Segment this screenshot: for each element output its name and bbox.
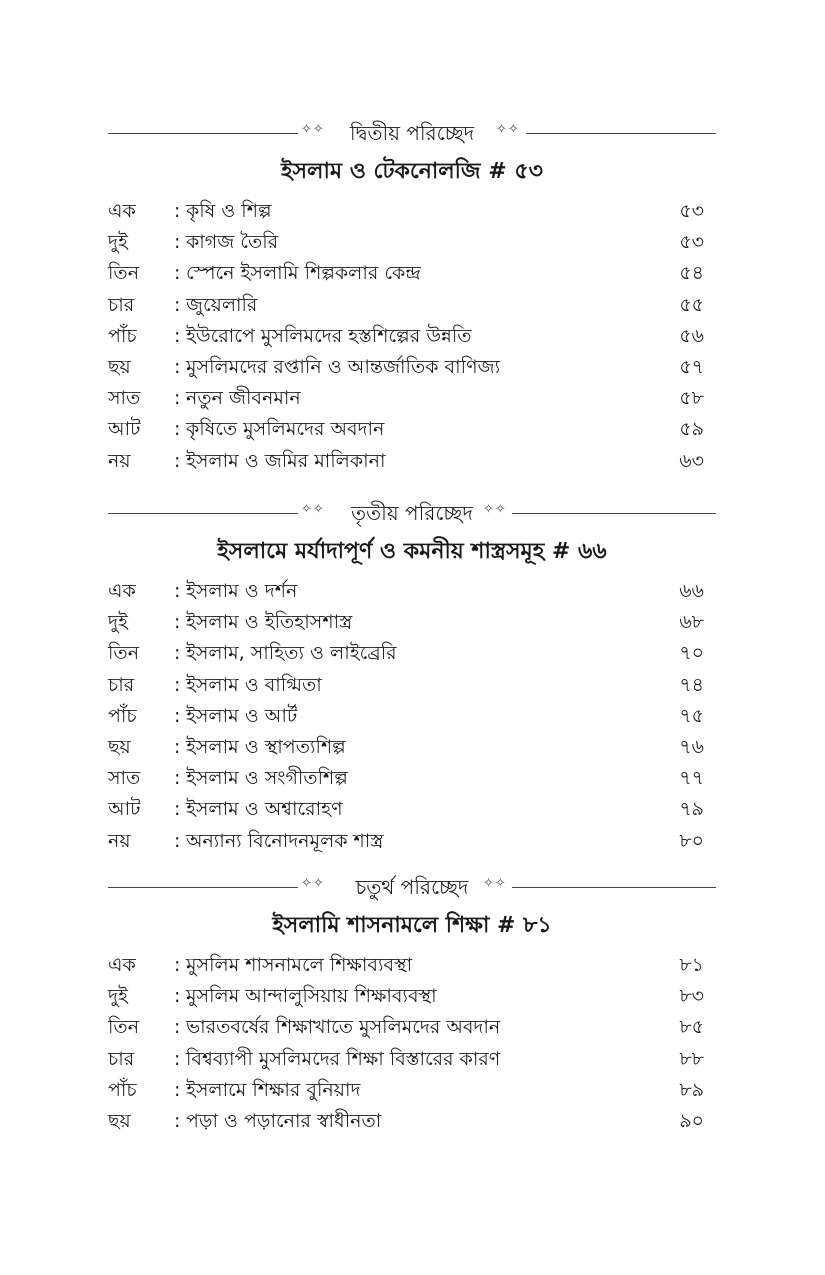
entry-page: ৮৮ — [679, 1047, 704, 1070]
ornament-icon: ✧✧ — [301, 502, 325, 517]
list-item[interactable] — [108, 794, 716, 825]
entry-title: ইসলাম ও জমির মালিকানা — [186, 449, 386, 472]
entry-number: ছয় — [108, 735, 131, 758]
list-item[interactable] — [108, 701, 716, 732]
entry-colon: : — [174, 1109, 181, 1132]
chapter-title: ইসলাম ও টেকনোলজি # ৫৩ — [281, 159, 543, 184]
list-item[interactable] — [108, 763, 716, 794]
entry-number: দুই — [108, 985, 128, 1008]
entry-title: মুসলিমদের রপ্তানি ও আন্তর্জাতিক বাণিজ্য — [186, 355, 501, 378]
ornament-icon: ✧✧ — [301, 876, 325, 891]
chapter-divider — [108, 498, 716, 528]
ornament-icon: ✧✧ — [301, 122, 325, 137]
chapter-label: তৃতীয় পরিচ্ছেদ — [108, 498, 716, 528]
entry-page: ৬৬ — [679, 580, 704, 602]
chapter-section-4 — [108, 872, 716, 1137]
entry-page: ৫৬ — [679, 324, 704, 347]
entry-colon: : — [174, 449, 181, 472]
chapter-label: দ্বিতীয় পরিচ্ছেদ — [108, 118, 716, 148]
entry-number: পাঁচ — [108, 324, 137, 347]
entry-page: ৮৫ — [679, 1016, 704, 1039]
entry-title: মুসলিম শাসনামলে শিক্ষাব্যবস্থা — [186, 954, 413, 976]
entry-number: আট — [108, 798, 141, 821]
entry-title: ইসলাম ও ইতিহাসশাস্ত্র — [186, 611, 353, 634]
entry-colon: : — [174, 704, 181, 727]
entry-title: নতুন জীবনমান — [186, 387, 301, 410]
entry-number: দুই — [108, 611, 128, 634]
entry-page: ৯০ — [679, 1109, 704, 1132]
entry-page: ৮০ — [679, 829, 704, 852]
entry-title: ইসলাম ও অশ্বারোহণ — [186, 798, 343, 821]
entry-page: ৫৩ — [679, 200, 704, 222]
entry-number: পাঁচ — [108, 704, 137, 727]
entry-page: ৭৭ — [679, 767, 704, 790]
entry-colon: : — [174, 767, 181, 790]
entry-colon: : — [174, 293, 181, 316]
entry-page: ৫৩ — [679, 231, 704, 254]
list-item[interactable] — [108, 1044, 716, 1075]
entry-number: তিন — [108, 642, 140, 665]
list-item[interactable] — [108, 290, 716, 321]
entry-title: ইসলাম ও সংগীতশিল্প — [186, 767, 348, 790]
entry-colon: : — [174, 200, 181, 222]
entry-colon: : — [174, 1078, 181, 1101]
entry-list — [108, 196, 716, 477]
entry-number: চার — [108, 293, 135, 316]
list-item[interactable] — [108, 227, 716, 258]
entry-colon: : — [174, 735, 181, 758]
entry-page: ৫৪ — [679, 262, 704, 285]
entry-colon: : — [174, 387, 181, 410]
entry-colon: : — [174, 985, 181, 1008]
chapter-divider — [108, 872, 716, 902]
entry-page: ৬৩ — [679, 449, 704, 472]
chapter-title: ইসলামি শাসনামলে শিক্ষা # ৮১ — [272, 913, 552, 938]
list-item[interactable] — [108, 446, 716, 477]
list-item[interactable] — [108, 352, 716, 383]
list-item[interactable] — [108, 414, 716, 445]
list-item[interactable] — [108, 576, 716, 607]
entry-page: ৬৮ — [679, 611, 704, 634]
entry-title: জুয়েলারি — [186, 293, 258, 316]
list-item[interactable] — [108, 826, 716, 857]
entry-number: তিন — [108, 262, 140, 285]
entry-colon: : — [174, 418, 181, 441]
entry-colon: : — [174, 611, 181, 634]
list-item[interactable] — [108, 981, 716, 1012]
entry-number: আট — [108, 418, 141, 441]
entry-colon: : — [174, 355, 181, 378]
entry-number: সাত — [108, 767, 141, 790]
entry-number: সাত — [108, 387, 141, 410]
entry-number: চার — [108, 1047, 135, 1070]
entry-title: ইসলামে শিক্ষার বুনিয়াদ — [186, 1078, 361, 1101]
entry-title: অন্যান্য বিনোদনমূলক শাস্ত্র — [186, 829, 384, 852]
entry-number: ছয় — [108, 1109, 131, 1132]
entry-colon: : — [174, 642, 181, 665]
ornament-icon: ✧✧ — [483, 876, 507, 891]
entry-title: ইউরোপে মুসলিমদের হস্তশিল্পের উন্নতি — [186, 324, 472, 347]
list-item[interactable] — [108, 607, 716, 638]
entry-number: নয় — [108, 449, 131, 472]
entry-number: এক — [108, 954, 136, 976]
list-item[interactable] — [108, 670, 716, 701]
entry-colon: : — [174, 580, 181, 602]
ornament-icon: ✧✧ — [483, 502, 507, 517]
entry-page: ৫৯ — [679, 418, 704, 441]
entry-colon: : — [174, 1016, 181, 1039]
entry-colon: : — [174, 829, 181, 852]
entry-title: মুসলিম আন্দালুসিয়ায় শিক্ষাব্যবস্থা — [186, 985, 437, 1008]
entry-number: তিন — [108, 1016, 140, 1039]
entry-title: ভারতবর্ষের শিক্ষাখাতে মুসলিমদের অবদান — [186, 1016, 501, 1039]
list-item[interactable] — [108, 1075, 716, 1106]
entry-list — [108, 950, 716, 1137]
list-item[interactable] — [108, 196, 716, 227]
entry-title: ইসলাম, সাহিত্য ও লাইব্রেরি — [186, 642, 397, 665]
entry-title: কৃষি ও শিল্প — [186, 200, 272, 222]
entry-title: কাগজ তৈরি — [186, 231, 279, 254]
entry-number: এক — [108, 200, 136, 222]
entry-list — [108, 576, 716, 857]
entry-page: ৫৮ — [679, 387, 704, 410]
entry-number: চার — [108, 673, 135, 696]
entry-title: বিশ্বব্যাপী মুসলিমদের শিক্ষা বিস্তারের কারণ — [186, 1047, 501, 1070]
entry-colon: : — [174, 262, 181, 285]
entry-colon: : — [174, 231, 181, 254]
chapter-divider — [108, 118, 716, 148]
entry-title: ইসলাম ও দর্শন — [186, 580, 298, 602]
list-item[interactable] — [108, 1012, 716, 1043]
list-item[interactable] — [108, 1106, 716, 1137]
list-item[interactable] — [108, 321, 716, 352]
entry-page: ৭০ — [679, 642, 704, 665]
entry-number: দুই — [108, 231, 128, 254]
chapter-title: ইসলামে মর্যাদাপূর্ণ ও কমনীয় শাস্ত্রসমূহ # ৬৬ — [217, 539, 607, 564]
chapter-section-2 — [108, 118, 716, 477]
entry-page: ৫৭ — [679, 355, 704, 378]
entry-page: ৮১ — [679, 954, 704, 976]
entry-title: স্পেনে ইসলামি শিল্পকলার কেন্দ্র — [186, 262, 421, 285]
entry-colon: : — [174, 954, 181, 976]
entry-page: ৮৯ — [679, 1078, 704, 1101]
entry-number: এক — [108, 580, 136, 602]
entry-number: ছয় — [108, 355, 131, 378]
entry-colon: : — [174, 1047, 181, 1070]
entry-colon: : — [174, 324, 181, 347]
entry-page: ৫৫ — [679, 293, 704, 316]
entry-colon: : — [174, 673, 181, 696]
list-item[interactable] — [108, 950, 716, 981]
entry-page: ৭৫ — [679, 704, 704, 727]
list-item[interactable] — [108, 638, 716, 669]
list-item[interactable] — [108, 732, 716, 763]
entry-title: ইসলাম ও বাগ্মিতা — [186, 673, 322, 696]
entry-page: ৭৬ — [679, 735, 704, 758]
entry-number: নয় — [108, 829, 131, 852]
list-item[interactable] — [108, 383, 716, 414]
list-item[interactable] — [108, 258, 716, 289]
entry-title: কৃষিতে মুসলিমদের অবদান — [186, 418, 385, 441]
entry-colon: : — [174, 798, 181, 821]
entry-title: ইসলাম ও আর্ট — [186, 704, 298, 727]
entry-title: পড়া ও পড়ানোর স্বাধীনতা — [186, 1109, 382, 1132]
entry-number: পাঁচ — [108, 1078, 137, 1101]
ornament-icon: ✧✧ — [496, 122, 520, 137]
entry-page: ৭৪ — [679, 673, 704, 696]
entry-page: ৭৯ — [679, 798, 704, 821]
chapter-label: চতুর্থ পরিচ্ছেদ — [108, 872, 716, 902]
chapter-section-3 — [108, 498, 716, 857]
entry-title: ইসলাম ও স্থাপত্যশিল্প — [186, 735, 346, 758]
entry-page: ৮৩ — [679, 985, 704, 1008]
